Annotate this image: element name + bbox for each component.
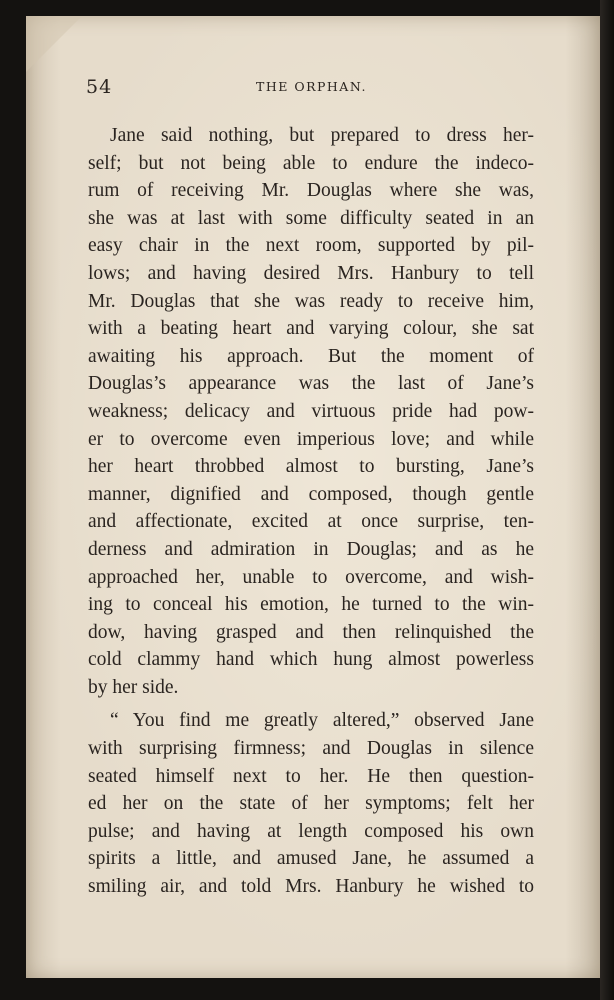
text-line: she was at last with some difficulty seated in an <box>88 207 534 229</box>
text-line: awaiting his approach. But the moment of <box>88 345 534 367</box>
text-line: pulse; and having at length composed his own <box>88 820 534 842</box>
text-line: weakness; delicacy and virtuous pride had pow- <box>88 400 534 422</box>
text-line: cold clammy hand which hung almost powerless <box>88 649 534 671</box>
text-line: rum of receiving Mr. Douglas where she was, <box>88 180 534 202</box>
body-text <box>88 122 534 901</box>
text-line: manner, dignified and composed, though gentle <box>88 483 534 505</box>
text-line: easy chair in the next room, supported by pil- <box>88 235 534 257</box>
text-line: “ You find me greatly altered,” observed Jane <box>110 710 534 732</box>
text-line: smiling air, and told Mrs. Hanbury he wished to <box>88 876 534 898</box>
running-title: THE ORPHAN. <box>256 79 367 94</box>
running-head <box>86 76 526 98</box>
text-line: dow, having grasped and then relinquished the <box>88 621 534 643</box>
text-line: seated himself next to her. He then question- <box>88 765 534 787</box>
text-line: by her side. <box>88 676 179 698</box>
page-number: 54 <box>86 76 113 98</box>
text-line: approached her, unable to overcome, and wish- <box>88 566 534 588</box>
folded-corner <box>26 16 82 72</box>
text-line: derness and admiration in Douglas; and as he <box>88 538 534 560</box>
book-spine-edge <box>600 0 614 1000</box>
text-line: Jane said nothing, but prepared to dress her- <box>110 125 534 146</box>
text-line: ed her on the state of her symptoms; felt her <box>88 793 534 815</box>
text-line: with surprising firmness; and Douglas in silence <box>88 738 534 760</box>
text-line: er to overcome even imperious love; and while <box>88 428 534 450</box>
text-line: and affectionate, excited at once surprise, ten- <box>88 511 534 533</box>
text-line: self; but not being able to endure the indeco- <box>88 152 534 174</box>
text-line: lows; and having desired Mrs. Hanbury to tell <box>88 262 534 284</box>
text-line: Douglas’s appearance was the last of Jane’s <box>88 373 534 395</box>
text-line: Mr. Douglas that she was ready to receive him, <box>88 290 534 312</box>
text-line: ing to conceal his emotion, he turned to the win- <box>88 594 534 616</box>
text-line: with a beating heart and varying colour, she sat <box>88 318 534 340</box>
text-line: spirits a little, and amused Jane, he assumed a <box>88 848 534 870</box>
text-line: her heart throbbed almost to bursting, Jane’s <box>88 456 534 478</box>
